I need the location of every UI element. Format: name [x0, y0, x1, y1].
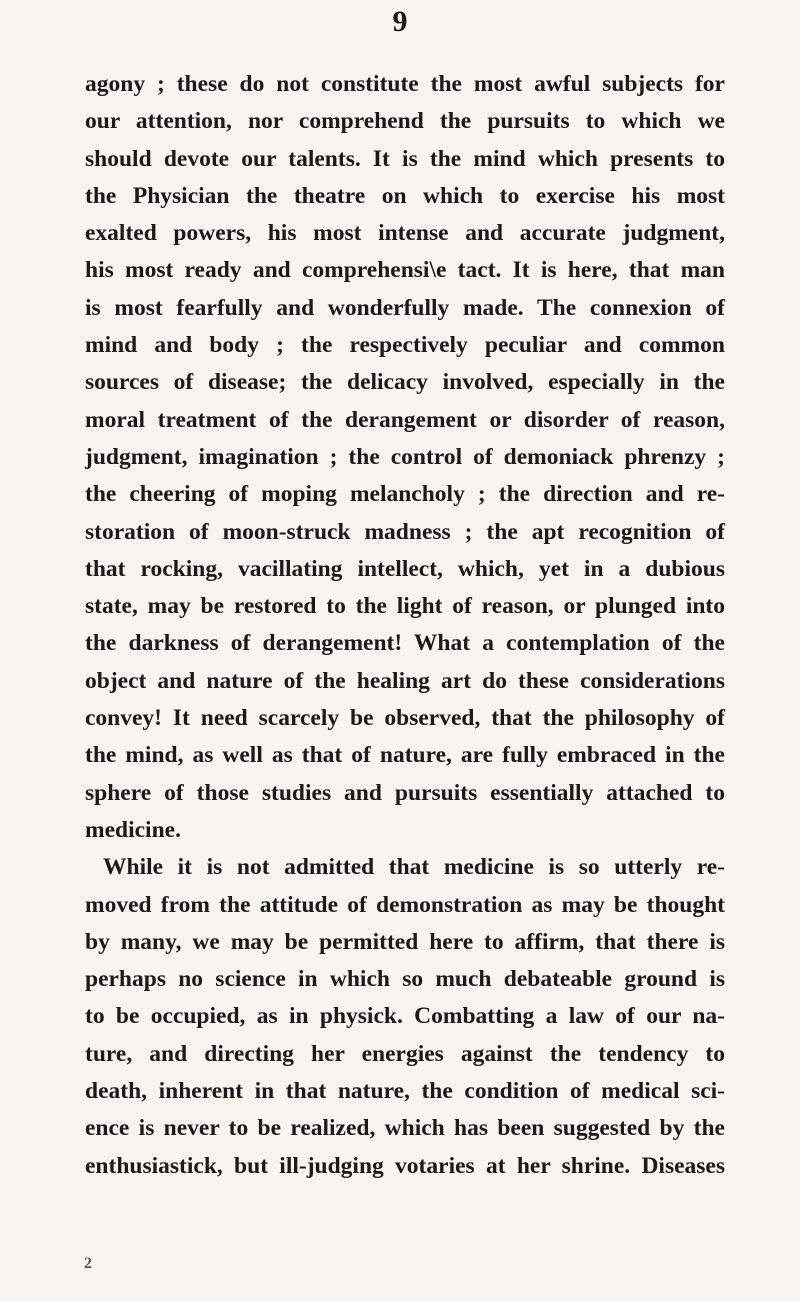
- text-line: exalted powers, his most intense and accurate judgment,: [85, 220, 725, 247]
- text-line: the mind, as well as that of nature, are fully embraced in the: [85, 742, 725, 769]
- text-line-paragraph-start: While it is not admitted that medicine is so utterly re-: [103, 854, 725, 881]
- text-line: ture, and directing her energies against the tendency to: [85, 1040, 725, 1067]
- text-line: our attention, nor comprehend the pursuits to which we: [85, 108, 725, 135]
- text-line: moral treatment of the derangement or disorder of reason,: [85, 406, 725, 433]
- text-line: moved from the attitude of demonstration as may be thought: [85, 891, 725, 918]
- text-line: judgment, imagination ; the control of demoniack phrenzy ;: [85, 443, 725, 470]
- text-line: enthusiastick, but ill-judging votaries at her shrine. Diseases: [85, 1152, 725, 1179]
- text-line: to be occupied, as in physick. Combatting a law of our na-: [85, 1003, 725, 1030]
- text-line: object and nature of the healing art do these considerations: [85, 667, 725, 694]
- page-number: 9: [392, 5, 408, 38]
- text-line: the cheering of moping melancholy ; the direction and re-: [85, 481, 725, 508]
- text-line: death, inherent in that nature, the condition of medical sci-: [85, 1078, 725, 1105]
- text-line: by many, we may be permitted here to affirm, that there is: [85, 928, 725, 955]
- text-line: perhaps no science in which so much debateable ground is: [85, 966, 725, 993]
- text-line: sources of disease; the delicacy involved, especially in the: [85, 369, 725, 396]
- body-text: [85, 66, 725, 1185]
- text-line: his most ready and comprehensi\e tact. It is here, that man: [85, 257, 725, 284]
- text-line: the Physician the theatre on which to exercise his most: [85, 182, 725, 209]
- text-line: ence is never to be realized, which has been suggested by the: [85, 1115, 725, 1142]
- text-line: convey! It need scarcely be observed, that the philosophy of: [85, 705, 725, 732]
- text-line: state, may be restored to the light of reason, or plunged into: [85, 593, 725, 620]
- text-line: that rocking, vacillating intellect, which, yet in a dubious: [85, 555, 725, 582]
- text-line: the darkness of derangement! What a contemplation of the: [85, 630, 725, 657]
- text-line: storation of moon-struck madness ; the apt recognition of: [85, 518, 725, 545]
- text-line: is most fearfully and wonderfully made. The connexion of: [85, 294, 725, 321]
- text-line-paragraph-end: medicine.: [85, 816, 181, 843]
- text-line: should devote our talents. It is the mind which presents to: [85, 145, 725, 172]
- signature-mark: 2: [84, 1255, 92, 1272]
- text-line: mind and body ; the respectively peculiar and common: [85, 332, 725, 359]
- text-line: agony ; these do not constitute the most awful subjects for: [85, 71, 725, 97]
- text-line: sphere of those studies and pursuits essentially attached to: [85, 779, 725, 806]
